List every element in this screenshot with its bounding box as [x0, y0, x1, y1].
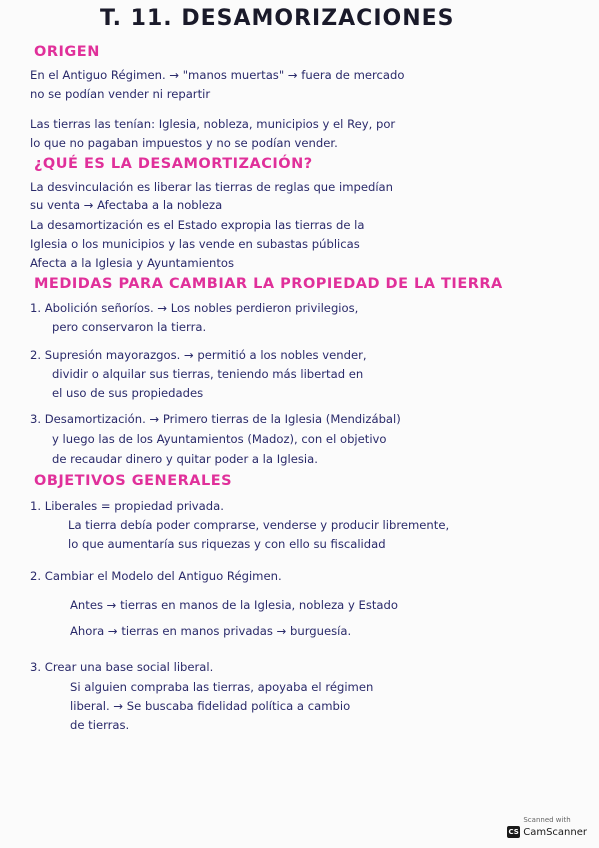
- section-heading-medidas: MEDIDAS PARA CAMBIAR LA PROPIEDAD DE LA TIERRA: [34, 276, 503, 292]
- text-line: de tierras.: [70, 718, 130, 732]
- watermark-brand: [507, 826, 587, 838]
- text-line: Las tierras las tenían: Iglesia, nobleza, municipios y el Rey, por: [30, 117, 396, 131]
- text-line: La desamortización es el Estado expropia las tierras de la: [30, 218, 365, 232]
- camscanner-watermark: [507, 816, 587, 838]
- section-heading-origen: ORIGEN: [34, 44, 100, 60]
- camscanner-logo-icon: CS: [508, 828, 519, 836]
- text-line: pero conservaron la tierra.: [52, 320, 207, 334]
- text-line: 1. Abolición señoríos. → Los nobles perdieron privilegios,: [30, 301, 359, 315]
- page-title: T. 11. DESAMORIZACIONES: [100, 6, 455, 31]
- text-line: 1. Liberales = propiedad privada.: [30, 499, 224, 513]
- text-line: 2. Cambiar el Modelo del Antiguo Régimen.: [30, 569, 282, 583]
- watermark-caption: Scanned with: [523, 816, 571, 824]
- text-line: Si alguien compraba las tierras, apoyaba el régimen: [70, 680, 374, 694]
- text-line: y luego las de los Ayuntamientos (Madoz), con el objetivo: [52, 432, 387, 446]
- text-line: liberal. → Se buscaba fidelidad política a cambio: [70, 699, 351, 713]
- text-line: 3. Desamortización. → Primero tierras de la Iglesia (Mendizábal): [30, 412, 401, 426]
- text-line: La tierra debía poder comprarse, venderse y producir libremente,: [68, 518, 450, 532]
- text-line: 3. Crear una base social liberal.: [30, 660, 214, 674]
- text-line: 2. Supresión mayorazgos. → permitió a los nobles vender,: [30, 348, 367, 362]
- text-line: En el Antiguo Régimen. → "manos muertas" → fuera de mercado: [30, 68, 405, 82]
- text-line: Antes → tierras en manos de la Iglesia, nobleza y Estado: [70, 598, 398, 612]
- watermark-name: CamScanner: [523, 826, 587, 838]
- text-line: La desvinculación es liberar las tierras de reglas que impedían: [30, 180, 394, 194]
- text-line: su venta → Afectaba a la nobleza: [30, 198, 223, 212]
- text-line: lo que no pagaban impuestos y no se podían vender.: [30, 136, 338, 150]
- text-line: Ahora → tierras en manos privadas → burguesía.: [70, 624, 352, 638]
- text-line: Afecta a la Iglesia y Ayuntamientos: [30, 256, 234, 270]
- section-heading-objetivos: OBJETIVOS GENERALES: [34, 473, 233, 489]
- text-line: dividir o alquilar sus tierras, teniendo más libertad en: [52, 367, 364, 381]
- section-heading-que-es: ¿QUÉ ES LA DESAMORTIZACIÓN?: [34, 156, 313, 172]
- text-line: Iglesia o los municipios y las vende en subastas públicas: [30, 237, 360, 251]
- text-line: no se podían vender ni repartir: [30, 87, 211, 101]
- text-line: el uso de sus propiedades: [52, 386, 204, 400]
- text-line: lo que aumentaría sus riquezas y con ello su fiscalidad: [68, 537, 386, 551]
- text-line: de recaudar dinero y quitar poder a la Iglesia.: [52, 452, 318, 466]
